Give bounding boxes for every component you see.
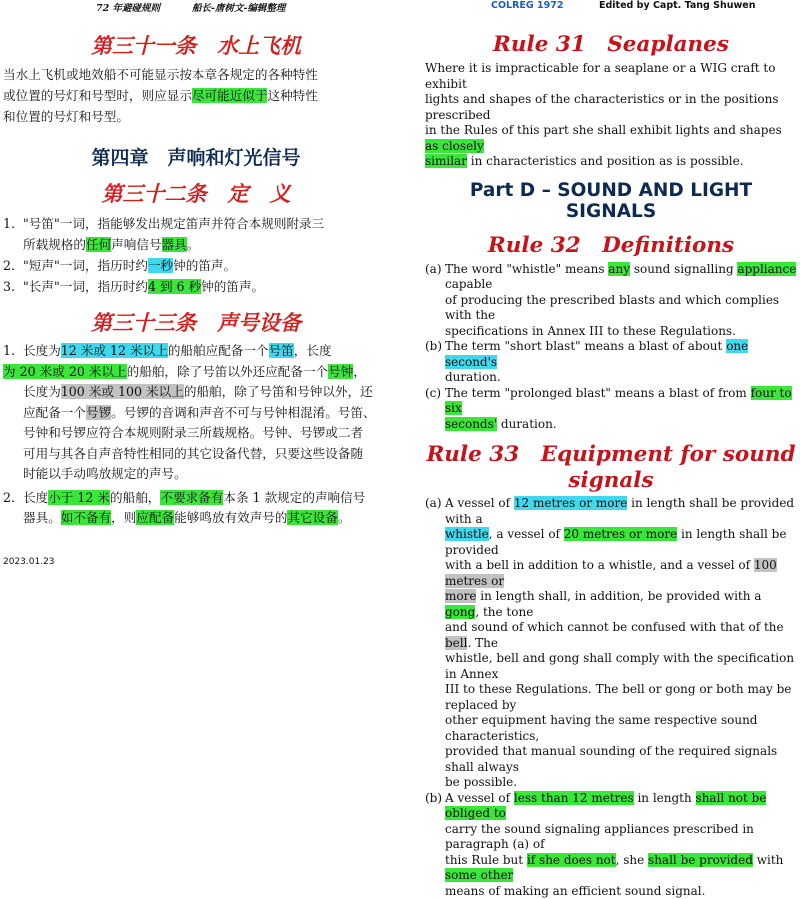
header-left-title: 72 年避碰规则 [96,0,160,14]
list-item [3,213,392,255]
highlight: whistle [445,527,489,541]
text-line [445,339,797,370]
highlight: 器具 [162,237,187,252]
text: in length shall be provided with a [445,496,794,526]
list-item [3,341,392,362]
text-line: 时能以手动鸣放规定的声号。 [3,464,392,485]
list-item [425,496,797,791]
text-line [23,341,392,362]
list-item [425,386,797,433]
highlight: 号钟 [328,364,353,379]
item-number: 1. [3,341,15,362]
rule33-body-en [425,496,797,899]
text-line: whistle, bell and gong shall comply with the specification in Annex [445,651,797,682]
header-right-author: Edited by Capt. Tang Shuwen [599,0,755,11]
text-line: duration. [445,370,797,386]
text-line: 可用与其各自声音特性相同的其它设备代替，只要这些设备随 [3,444,392,465]
right-column [425,22,797,899]
highlight: 一秒 [148,258,173,273]
highlight: 号锣 [86,405,111,420]
text-line: provided that manual sounding of the required signals shall always [445,744,797,775]
text: 长度为 [23,384,61,399]
text: A vessel of [445,496,514,510]
text-line: of producing the prescribed blasts and which complies with the [445,293,797,324]
text: The term "short blast" means a blast of about [445,339,726,353]
text-line [23,234,392,255]
item-number: 1. [3,213,15,234]
highlight: if she does not [527,853,616,867]
text: , a vessel of [489,527,564,541]
text-line: 和位置的号灯和号型。 [3,106,392,127]
highlight: shall be provided [648,853,753,867]
text-line [23,508,392,529]
text-line: other equipment having the same respective sound characteristics, [445,713,797,744]
text: ，则 [111,510,136,525]
highlight: similar [425,154,467,168]
text: ，长度 [294,343,332,358]
text-line [445,791,797,822]
list-item [425,339,797,386]
highlight: 100 米或 100 米以上 [61,384,184,399]
rule31-body-en [425,61,797,170]
list-item [425,791,797,899]
text-line: means of making an efficient sound signal. [445,884,797,899]
highlight: any [608,262,630,276]
text: ， [353,364,366,379]
text: 器具。 [23,510,61,525]
item-number: 2. [3,255,15,276]
highlight: 100 metres or [445,558,777,588]
item-label: (b) [425,339,442,355]
text: 的船舶，除了号笛以外还应配备一个 [127,364,329,379]
text-line [3,85,392,106]
item-label: (c) [425,386,441,402]
rule33-title-en: Rule 33 Equipment for sound signals [425,437,797,493]
text-line [445,496,797,527]
text-line: carry the sound signaling appliances prescribed in paragraph (a) of [445,822,797,853]
text-line: 号钟和号锣应符合本规则附录三所载规格。号钟、号锣或二者 [3,423,392,444]
text: 本条 1 款规定的声响信号 [223,490,365,505]
text: in characteristics and position as is possible. [467,154,744,168]
highlight: 为 20 米或 20 米以上 [3,364,127,379]
item-label: (a) [425,496,442,512]
header-right-title: COLREG 1972 [491,0,563,11]
highlight: 任何 [86,237,111,252]
rule32-title-en: Rule 32 Definitions [425,228,797,259]
highlight: 应配备 [136,510,174,525]
text: 的船舶，除了号笛和号钟以外，还 [184,384,373,399]
list-item [3,488,392,529]
text-line: be possible. [445,775,797,791]
text: 应配备一个 [23,405,86,420]
text-line [445,558,797,589]
highlight: 如不备有 [61,510,111,525]
text: 。号锣的音调和声音不可与号钟相混淆。号笛、 [111,405,375,420]
text-line [3,362,392,383]
text-line [445,262,797,293]
highlight: 号笛 [269,343,294,358]
text: "长声"一词，指历时约 [23,279,148,294]
text-line [445,386,797,417]
highlight: 12 米或 12 米以上 [61,343,168,358]
highlight: shall not be obliged to [445,791,766,821]
date-stamp: 2023.01.23 [3,557,55,567]
text: 的船舶应配备一个 [168,343,269,358]
text: 这种特性 [267,88,317,103]
text-line [23,488,392,509]
text: "短声"一词，指历时约 [23,258,148,273]
rule31-title-en: Rule 31 Seaplanes [425,27,797,58]
text-line [3,403,392,424]
text: 长度 [23,490,48,505]
item-number: 2. [3,488,15,509]
text: duration. [497,417,557,431]
highlight: some other [445,868,513,882]
text-line: specifications in Annex III to these Regulations. [445,324,797,340]
highlight: 12 metres or more [514,496,627,510]
rule32-title-zh: 第三十二条 定 义 [0,178,392,208]
text: in length [634,791,696,805]
text: capable [445,277,492,291]
highlight: bell [445,636,467,650]
text-line [3,382,392,403]
part-d-heading: Part D – SOUND AND LIGHT SIGNALS [425,180,797,222]
chapter4-heading: 第四章 声响和灯光信号 [0,143,392,170]
highlight: gong [445,605,475,619]
highlight: 4 到 6 秒 [148,279,201,294]
rule32-body-en [425,262,797,433]
text: this Rule but [445,853,527,867]
text-line [445,620,797,651]
text-line: lights and shapes of the characteristics or in the positions prescribed [425,92,797,123]
rule33-title-zh: 第三十三条 声号设备 [0,307,392,337]
text: in the Rules of this part she shall exhibit lights and shapes [425,123,782,137]
text-line [23,276,392,297]
text: in length shall be provided [445,527,786,557]
text: sound signalling [630,262,737,276]
highlight: one second's [445,339,748,369]
item-label: (b) [425,791,442,807]
text-line: Where it is impracticable for a seaplane or a WIG craft to exhibit [425,61,797,92]
highlight: 尽可能近似于 [192,88,268,103]
rule33-body-zh [0,341,392,529]
text: 钟的笛声。 [173,258,236,273]
text: The word "whistle" means [445,262,608,276]
text: 所载规格的 [23,237,86,252]
list-item [425,262,797,340]
highlight: less than 12 metres [514,791,634,805]
text: , the tone [475,605,533,619]
highlight: 其它设备 [287,510,337,525]
highlight: appliance [737,262,796,276]
text-line [445,853,797,884]
highlight: 小于 12 米 [48,490,110,505]
text: in length shall, in addition, be provided with a [476,589,761,603]
highlight: 不要求备有 [160,490,223,505]
text: 钟的笛声。 [201,279,264,294]
text-line [445,417,797,433]
text: 声响信号 [111,237,161,252]
text: with a bell in addition to a whistle, and a vessel of [445,558,754,572]
highlight: as closely [425,139,484,153]
highlight: 20 metres or more [564,527,677,541]
highlight: more [445,589,476,603]
text: A vessel of [445,791,514,805]
text: and sound of which cannot be confused with that of the [445,620,784,634]
header-left-author: 船长-唐树文-编辑整理 [192,0,285,14]
text: 。 [338,510,351,525]
text-line [425,123,797,154]
text-line: III to these Regulations. The bell or gong or both may be replaced by [445,682,797,713]
highlight: seconds' [445,417,497,431]
list-item [3,276,392,297]
item-label: (a) [425,262,442,278]
list-item [3,255,392,276]
text-line: "号笛"一词，指能够发出规定笛声并符合本规则附录三 [23,213,392,234]
text-line [445,527,797,558]
text: with [753,853,783,867]
text-line [445,589,797,620]
text: 。 [187,237,200,252]
rule31-title-zh: 第三十一条 水上飞机 [0,30,392,60]
item-number: 3. [3,276,15,297]
text: The term "prolonged blast" means a blast of from [445,386,751,400]
text-line [23,255,392,276]
left-column [0,22,392,529]
text: 的船舶， [110,490,160,505]
highlight: four to six [445,386,792,416]
text-line [425,154,797,170]
text: 能够鸣放有效声号的 [174,510,287,525]
text: . The [467,636,497,650]
text: 或位置的号灯和号型时，则应显示 [3,88,192,103]
rule32-body-zh [0,213,392,297]
text: , she [616,853,648,867]
text: 长度为 [23,343,61,358]
text-line: 当水上飞机或地效船不可能显示按本章各规定的各种特性 [3,64,392,85]
rule31-body-zh [0,64,392,127]
